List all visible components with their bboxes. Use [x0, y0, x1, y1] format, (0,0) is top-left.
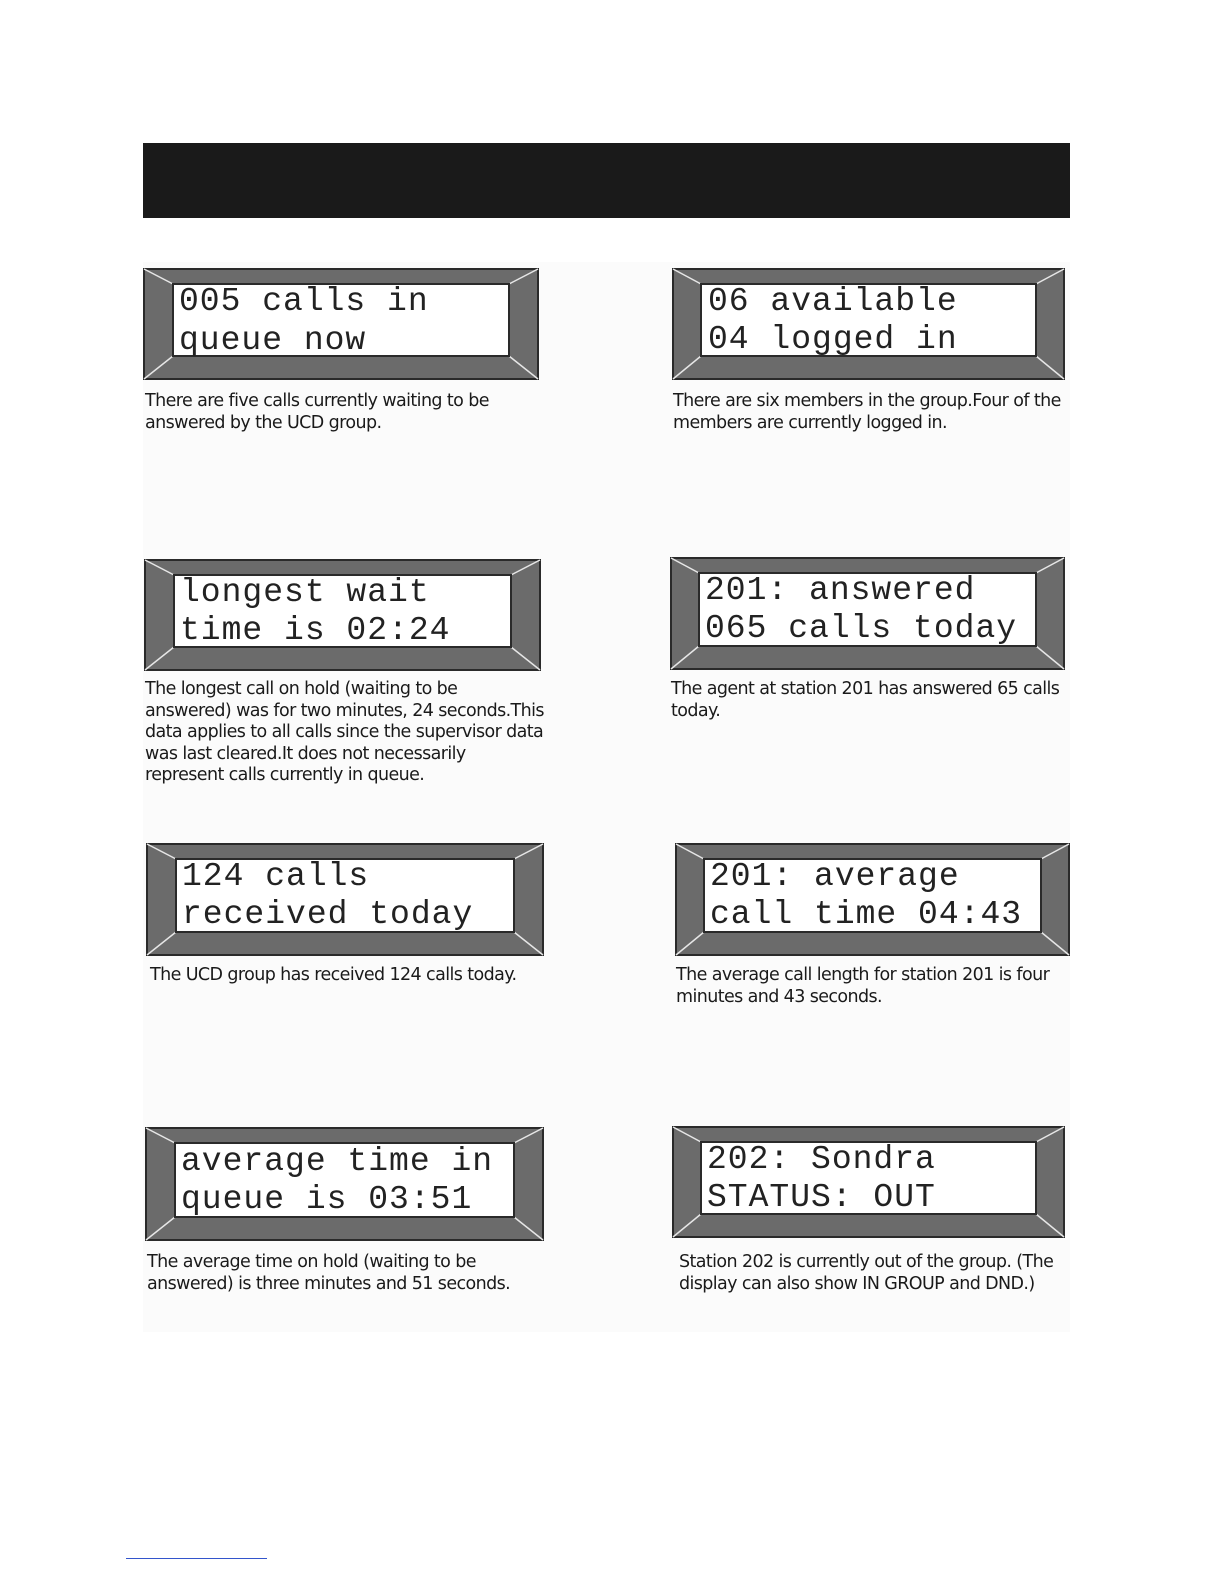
header-bar	[143, 143, 1070, 218]
lcd-line-2: STATUS: OUT	[707, 1179, 936, 1216]
lcd-line-1: longest wait	[180, 574, 430, 611]
caption-text: There are five calls currently waiting to be answered by the UCD group.	[145, 391, 489, 433]
lcd-line-1: 005 calls in	[179, 283, 429, 320]
caption-text: The average time on hold (waiting to be answered) is three minutes and 51 seconds.	[147, 1252, 511, 1294]
lcd-line-2: 04 logged in	[708, 321, 958, 358]
lcd-line-2: received today	[182, 896, 474, 933]
lcd-line-1: 124 calls	[182, 858, 370, 895]
lcd-line-2: call time 04:43	[710, 896, 1023, 933]
caption-text: The longest call on hold (waiting to be answered) was for two minutes, 24 seconds.This data applies to all calls since the supervisor data was last cleared.It does not necessarily represent calls currently in queue.	[145, 679, 544, 785]
lcd-line-1: average time in	[181, 1143, 494, 1180]
caption-agent-answered	[671, 679, 1067, 722]
caption-average-queue-time	[147, 1252, 547, 1295]
lcd-line-2: queue now	[179, 322, 367, 359]
caption-station-status	[679, 1252, 1069, 1295]
caption-longest-wait	[145, 679, 545, 787]
caption-text: There are six members in the group.Four of the members are currently logged in.	[673, 391, 1061, 433]
lcd-line-1: 06 available	[708, 283, 958, 320]
lcd-line-1: 201: average	[710, 858, 960, 895]
lcd-line-1: 201: answered	[705, 572, 976, 609]
caption-text: The average call length for station 201 is four minutes and 43 seconds.	[676, 965, 1050, 1007]
caption-available-logged-in	[673, 391, 1069, 434]
lcd-line-1: 202: Sondra	[707, 1141, 936, 1178]
caption-average-call-time	[676, 965, 1066, 1008]
caption-text: The agent at station 201 has answered 65 calls today.	[671, 679, 1060, 721]
caption-text: The UCD group has received 124 calls today.	[150, 965, 517, 985]
caption-queue-calls	[145, 391, 525, 434]
lcd-line-2: 065 calls today	[705, 610, 1018, 647]
caption-text: Station 202 is currently out of the group. (The display can also show IN GROUP and DND.)	[679, 1252, 1054, 1294]
caption-calls-received	[150, 965, 550, 987]
lcd-line-2: time is 02:24	[180, 612, 451, 649]
footnote-rule	[126, 1558, 267, 1559]
lcd-line-2: queue is 03:51	[181, 1181, 473, 1218]
